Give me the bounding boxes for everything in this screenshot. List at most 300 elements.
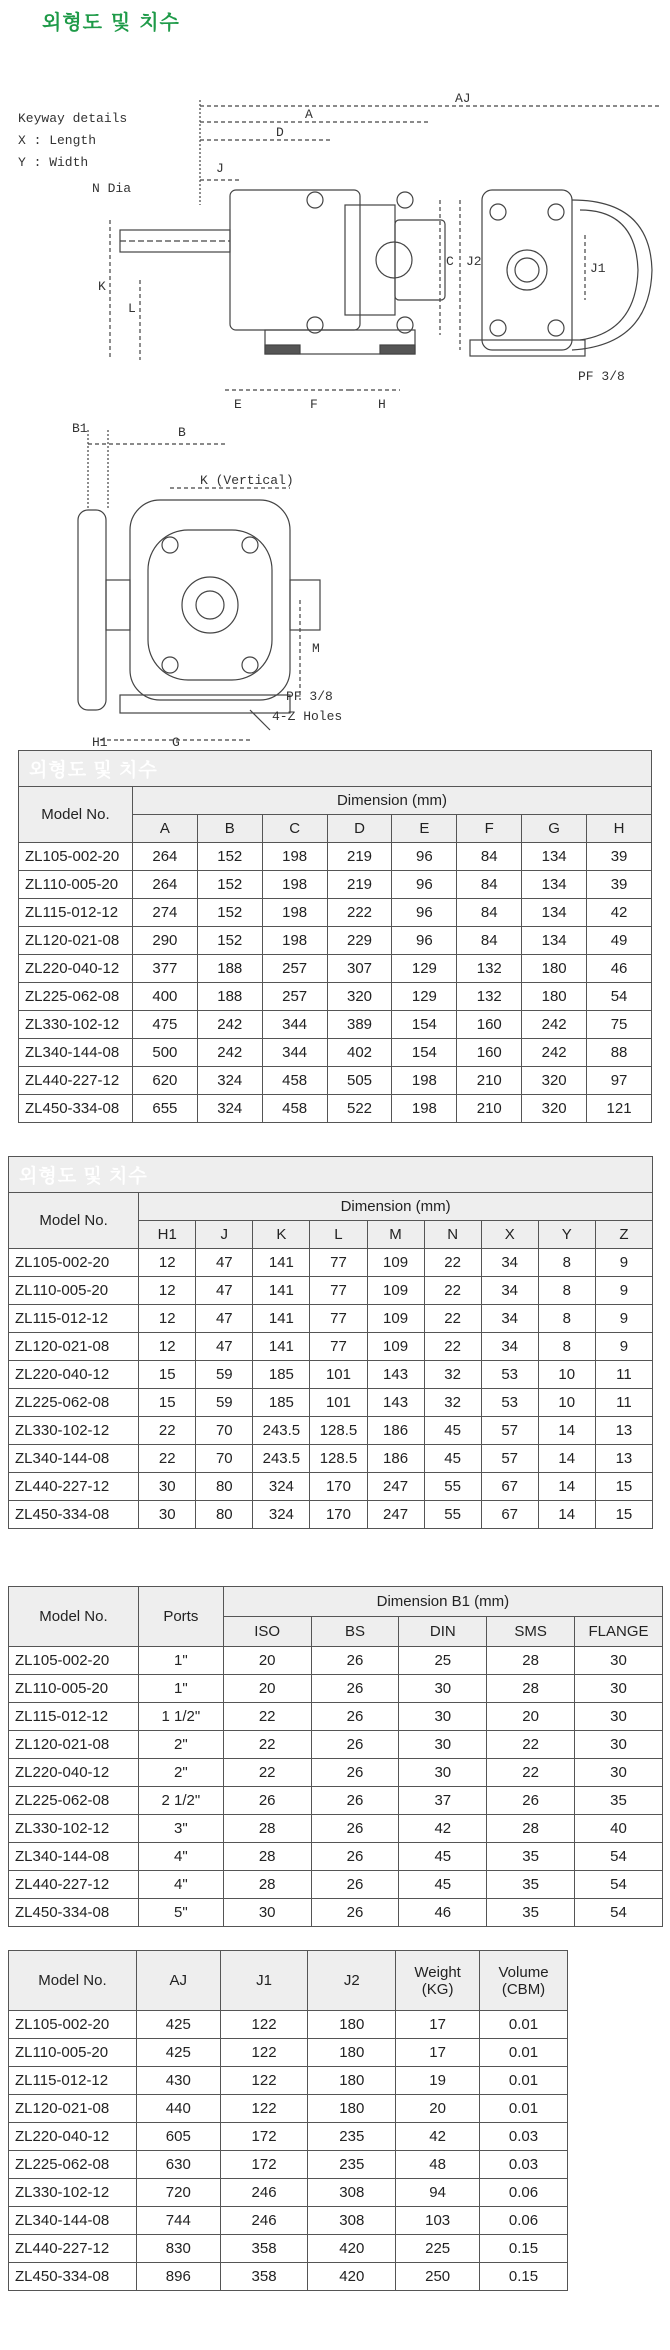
value-cell: 20 (487, 1703, 575, 1731)
value-cell: 180 (522, 955, 587, 983)
value-cell: 109 (367, 1305, 424, 1333)
value-cell: 247 (367, 1473, 424, 1501)
value-cell: 46 (587, 955, 652, 983)
value-cell: 30 (575, 1647, 663, 1675)
model-cell: ZL340-144-08 (9, 1445, 139, 1473)
front-view-labels (72, 421, 342, 724)
table-row (9, 1361, 653, 1389)
value-cell: 14 (538, 1501, 595, 1529)
model-cell: ZL120-021-08 (9, 1333, 139, 1361)
value-cell: 744 (136, 2207, 220, 2235)
value-cell: 109 (367, 1277, 424, 1305)
value-cell: 8 (538, 1277, 595, 1305)
value-cell: 30 (139, 1501, 196, 1529)
table1-col-header: C (262, 815, 327, 843)
value-cell: 210 (457, 1095, 522, 1123)
value-cell: 30 (399, 1731, 487, 1759)
value-cell: 324 (197, 1067, 262, 1095)
value-cell: 402 (327, 1039, 392, 1067)
label-j2: J2 (466, 254, 482, 269)
value-cell: 54 (575, 1843, 663, 1871)
value-cell: 45 (424, 1417, 481, 1445)
value-cell: 8 (538, 1249, 595, 1277)
value-cell: 8 (538, 1333, 595, 1361)
value-cell: 247 (367, 1501, 424, 1529)
value-cell: 264 (132, 871, 197, 899)
value-cell: 0.01 (480, 2039, 568, 2067)
value-cell: 22 (139, 1417, 196, 1445)
value-cell: 30 (575, 1731, 663, 1759)
table-row (9, 2123, 568, 2151)
value-cell: 264 (132, 843, 197, 871)
value-cell: 152 (197, 871, 262, 899)
value-cell: 134 (522, 843, 587, 871)
model-cell: ZL340-144-08 (9, 2207, 137, 2235)
value-cell: 28 (223, 1871, 311, 1899)
value-cell: 377 (132, 955, 197, 983)
value-cell: 28 (223, 1815, 311, 1843)
table-row (9, 1417, 653, 1445)
value-cell: 26 (487, 1787, 575, 1815)
table-row (9, 1501, 653, 1529)
value-cell: 9 (595, 1305, 652, 1333)
value-cell: 324 (253, 1473, 310, 1501)
value-cell: 12 (139, 1249, 196, 1277)
label-k-vertical: K (Vertical) (200, 473, 294, 488)
value-cell: 26 (223, 1787, 311, 1815)
value-cell: 219 (327, 871, 392, 899)
ports-cell: 4" (138, 1843, 223, 1871)
value-cell: 122 (220, 2095, 308, 2123)
value-cell: 358 (220, 2235, 308, 2263)
value-cell: 0.06 (480, 2207, 568, 2235)
value-cell: 26 (311, 1787, 399, 1815)
value-cell: 77 (310, 1249, 367, 1277)
value-cell: 242 (197, 1011, 262, 1039)
value-cell: 307 (327, 955, 392, 983)
label-e: E (234, 397, 242, 412)
table-row (9, 1277, 653, 1305)
model-cell: ZL220-040-12 (19, 955, 133, 983)
value-cell: 185 (253, 1389, 310, 1417)
value-cell: 57 (481, 1445, 538, 1473)
value-cell: 39 (587, 871, 652, 899)
table1-col-header: B (197, 815, 262, 843)
value-cell: 54 (587, 983, 652, 1011)
value-cell: 48 (396, 2151, 480, 2179)
value-cell: 97 (587, 1067, 652, 1095)
value-cell: 28 (487, 1647, 575, 1675)
value-cell: 320 (327, 983, 392, 1011)
ports-cell: 2" (138, 1731, 223, 1759)
value-cell: 152 (197, 843, 262, 871)
value-cell: 229 (327, 927, 392, 955)
value-cell: 830 (136, 2235, 220, 2263)
table2-col-header: Y (538, 1221, 595, 1249)
model-cell: ZL225-062-08 (9, 1389, 139, 1417)
label-b1: B1 (72, 421, 88, 436)
value-cell: 246 (220, 2207, 308, 2235)
value-cell: 96 (392, 899, 457, 927)
value-cell: 320 (522, 1095, 587, 1123)
value-cell: 235 (308, 2123, 396, 2151)
value-cell: 14 (538, 1445, 595, 1473)
value-cell: 11 (595, 1361, 652, 1389)
value-cell: 121 (587, 1095, 652, 1123)
table-row (9, 2179, 568, 2207)
table-row (9, 2207, 568, 2235)
value-cell: 425 (136, 2039, 220, 2067)
value-cell: 308 (308, 2207, 396, 2235)
value-cell: 32 (424, 1361, 481, 1389)
value-cell: 8 (538, 1305, 595, 1333)
value-cell: 40 (575, 1815, 663, 1843)
table-row (9, 2151, 568, 2179)
table-dimensions-b1 (8, 1586, 663, 1927)
value-cell: 30 (139, 1473, 196, 1501)
table-row (19, 955, 652, 983)
value-cell: 49 (587, 927, 652, 955)
label-l: L (128, 301, 136, 316)
table-dimensions-1 (18, 750, 652, 1123)
ports-cell: 1" (138, 1675, 223, 1703)
value-cell: 9 (595, 1277, 652, 1305)
value-cell: 154 (392, 1011, 457, 1039)
value-cell: 420 (308, 2235, 396, 2263)
value-cell: 17 (396, 2039, 480, 2067)
model-cell: ZL110-005-20 (19, 871, 133, 899)
model-cell: ZL340-144-08 (19, 1039, 133, 1067)
table-row (9, 1787, 663, 1815)
value-cell: 180 (308, 2067, 396, 2095)
value-cell: 420 (308, 2263, 396, 2291)
ports-cell: 5" (138, 1899, 223, 1927)
table2-col-header: N (424, 1221, 481, 1249)
value-cell: 425 (136, 2011, 220, 2039)
value-cell: 34 (481, 1333, 538, 1361)
table2-col-header: J (196, 1221, 253, 1249)
value-cell: 20 (396, 2095, 480, 2123)
value-cell: 54 (575, 1871, 663, 1899)
value-cell: 0.15 (480, 2263, 568, 2291)
value-cell: 274 (132, 899, 197, 927)
value-cell: 101 (310, 1389, 367, 1417)
label-b: B (178, 425, 186, 440)
table2-col-header: Z (595, 1221, 652, 1249)
value-cell: 186 (367, 1417, 424, 1445)
value-cell: 358 (220, 2263, 308, 2291)
model-cell: ZL220-040-12 (9, 1361, 139, 1389)
value-cell: 620 (132, 1067, 197, 1095)
table1-col-header: E (392, 815, 457, 843)
value-cell: 12 (139, 1277, 196, 1305)
model-cell: ZL440-227-12 (9, 1871, 139, 1899)
value-cell: 242 (197, 1039, 262, 1067)
model-cell: ZL450-334-08 (19, 1095, 133, 1123)
value-cell: 26 (311, 1703, 399, 1731)
value-cell: 22 (424, 1249, 481, 1277)
value-cell: 896 (136, 2263, 220, 2291)
ports-cell: 3" (138, 1815, 223, 1843)
table-row (9, 2067, 568, 2095)
value-cell: 522 (327, 1095, 392, 1123)
table-row (9, 1703, 663, 1731)
value-cell: 13 (595, 1445, 652, 1473)
value-cell: 34 (481, 1277, 538, 1305)
value-cell: 180 (308, 2095, 396, 2123)
table-row (9, 2095, 568, 2123)
value-cell: 17 (396, 2011, 480, 2039)
value-cell: 143 (367, 1389, 424, 1417)
value-cell: 47 (196, 1305, 253, 1333)
value-cell: 101 (310, 1361, 367, 1389)
value-cell: 45 (399, 1843, 487, 1871)
value-cell: 22 (424, 1333, 481, 1361)
value-cell: 324 (253, 1501, 310, 1529)
model-cell: ZL115-012-12 (19, 899, 133, 927)
value-cell: 59 (196, 1389, 253, 1417)
value-cell: 186 (367, 1445, 424, 1473)
value-cell: 39 (587, 843, 652, 871)
value-cell: 109 (367, 1333, 424, 1361)
model-cell: ZL330-102-12 (19, 1011, 133, 1039)
model-cell: ZL330-102-12 (9, 1417, 139, 1445)
value-cell: 0.03 (480, 2123, 568, 2151)
value-cell: 198 (262, 927, 327, 955)
value-cell: 160 (457, 1039, 522, 1067)
value-cell: 219 (327, 843, 392, 871)
value-cell: 141 (253, 1333, 310, 1361)
value-cell: 35 (487, 1899, 575, 1927)
label-pf-top: PF 3/8 (578, 369, 625, 384)
table-row (19, 1095, 652, 1123)
value-cell: 225 (396, 2235, 480, 2263)
keyway-title: Keyway details (18, 111, 128, 126)
table2-col-header: K (253, 1221, 310, 1249)
pump-drawings (0, 40, 670, 750)
table3-col-header: FLANGE (575, 1617, 663, 1647)
table3-col-header: DIN (399, 1617, 487, 1647)
table-row (9, 1759, 663, 1787)
table-row (19, 899, 652, 927)
value-cell: 344 (262, 1039, 327, 1067)
value-cell: 9 (595, 1333, 652, 1361)
model-cell: ZL340-144-08 (9, 1843, 139, 1871)
table2-col-header: H1 (139, 1221, 196, 1249)
value-cell: 154 (392, 1039, 457, 1067)
value-cell: 210 (457, 1067, 522, 1095)
table-row (9, 1389, 653, 1417)
table4-col-header: Volume (CBM) (480, 1951, 568, 2011)
value-cell: 84 (457, 843, 522, 871)
value-cell: 55 (424, 1473, 481, 1501)
value-cell: 160 (457, 1011, 522, 1039)
value-cell: 30 (399, 1703, 487, 1731)
table-row (9, 2235, 568, 2263)
table-row (19, 871, 652, 899)
value-cell: 77 (310, 1305, 367, 1333)
table-row (19, 1067, 652, 1095)
label-m: M (312, 641, 320, 656)
value-cell: 45 (399, 1871, 487, 1899)
value-cell: 198 (262, 871, 327, 899)
model-cell: ZL110-005-20 (9, 1277, 139, 1305)
model-cell: ZL440-227-12 (9, 2235, 137, 2263)
value-cell: 42 (399, 1815, 487, 1843)
value-cell: 28 (487, 1815, 575, 1843)
value-cell: 141 (253, 1277, 310, 1305)
table-weight-volume (8, 1950, 568, 2291)
table-row (9, 1731, 663, 1759)
model-cell: ZL115-012-12 (9, 1703, 139, 1731)
value-cell: 122 (220, 2039, 308, 2067)
model-cell: ZL330-102-12 (9, 2179, 137, 2207)
table1-col-header: A (132, 815, 197, 843)
value-cell: 26 (311, 1899, 399, 1927)
table3-col-header: ISO (223, 1617, 311, 1647)
value-cell: 84 (457, 927, 522, 955)
value-cell: 630 (136, 2151, 220, 2179)
value-cell: 222 (327, 899, 392, 927)
value-cell: 308 (308, 2179, 396, 2207)
ports-cell: 2 1/2" (138, 1787, 223, 1815)
value-cell: 11 (595, 1389, 652, 1417)
table3-ports-header: Ports (138, 1587, 223, 1647)
value-cell: 96 (392, 843, 457, 871)
value-cell: 26 (311, 1759, 399, 1787)
value-cell: 172 (220, 2123, 308, 2151)
model-cell: ZL105-002-20 (9, 1647, 139, 1675)
label-aj: AJ (455, 91, 471, 106)
value-cell: 9 (595, 1249, 652, 1277)
table-row (9, 1815, 663, 1843)
value-cell: 141 (253, 1249, 310, 1277)
value-cell: 75 (587, 1011, 652, 1039)
table2-col-header: X (481, 1221, 538, 1249)
model-cell: ZL440-227-12 (9, 1473, 139, 1501)
page-title: 외형도 및 치수 (42, 10, 180, 34)
model-cell: ZL120-021-08 (9, 2095, 137, 2123)
value-cell: 0.03 (480, 2151, 568, 2179)
value-cell: 198 (262, 843, 327, 871)
ports-cell: 1" (138, 1647, 223, 1675)
value-cell: 54 (575, 1899, 663, 1927)
model-cell: ZL120-021-08 (9, 1731, 139, 1759)
value-cell: 26 (311, 1675, 399, 1703)
value-cell: 26 (311, 1815, 399, 1843)
value-cell: 15 (595, 1501, 652, 1529)
table-row (9, 2263, 568, 2291)
value-cell: 250 (396, 2263, 480, 2291)
model-cell: ZL105-002-20 (9, 1249, 139, 1277)
label-h1: H1 (92, 735, 108, 750)
value-cell: 22 (223, 1703, 311, 1731)
table1-col-header: F (457, 815, 522, 843)
table3-col-header: SMS (487, 1617, 575, 1647)
table-dimensions-2 (8, 1156, 653, 1529)
table-row (9, 1843, 663, 1871)
label-h: H (378, 397, 386, 412)
value-cell: 134 (522, 899, 587, 927)
value-cell: 134 (522, 871, 587, 899)
value-cell: 320 (522, 1067, 587, 1095)
value-cell: 170 (310, 1501, 367, 1529)
value-cell: 243.5 (253, 1417, 310, 1445)
table2-col-header: M (367, 1221, 424, 1249)
value-cell: 70 (196, 1417, 253, 1445)
value-cell: 141 (253, 1305, 310, 1333)
value-cell: 96 (392, 871, 457, 899)
value-cell: 143 (367, 1361, 424, 1389)
table4-col-header: Weight (KG) (396, 1951, 480, 2011)
value-cell: 32 (424, 1389, 481, 1417)
table1-model-header: Model No. (19, 787, 133, 843)
table-row (19, 1011, 652, 1039)
model-cell: ZL450-334-08 (9, 1501, 139, 1529)
table1-dim-header: Dimension (mm) (132, 787, 651, 815)
model-cell: ZL110-005-20 (9, 1675, 139, 1703)
value-cell: 12 (139, 1333, 196, 1361)
value-cell: 430 (136, 2067, 220, 2095)
value-cell: 47 (196, 1333, 253, 1361)
table-row (9, 2039, 568, 2067)
keyway-details (18, 111, 127, 170)
value-cell: 35 (575, 1787, 663, 1815)
model-cell: ZL110-005-20 (9, 2039, 137, 2067)
value-cell: 185 (253, 1361, 310, 1389)
value-cell: 22 (424, 1305, 481, 1333)
model-cell: ZL225-062-08 (9, 2151, 137, 2179)
table-row (9, 2011, 568, 2039)
value-cell: 15 (595, 1473, 652, 1501)
value-cell: 77 (310, 1333, 367, 1361)
value-cell: 22 (223, 1731, 311, 1759)
value-cell: 180 (308, 2011, 396, 2039)
value-cell: 152 (197, 927, 262, 955)
table-row (19, 983, 652, 1011)
value-cell: 12 (139, 1305, 196, 1333)
value-cell: 0.06 (480, 2179, 568, 2207)
table3-col-header: BS (311, 1617, 399, 1647)
model-cell: ZL440-227-12 (19, 1067, 133, 1095)
value-cell: 80 (196, 1501, 253, 1529)
value-cell: 235 (308, 2151, 396, 2179)
value-cell: 344 (262, 1011, 327, 1039)
value-cell: 26 (311, 1871, 399, 1899)
model-cell: ZL220-040-12 (9, 2123, 137, 2151)
label-g: G (172, 735, 180, 750)
value-cell: 180 (308, 2039, 396, 2067)
value-cell: 22 (139, 1445, 196, 1473)
value-cell: 22 (223, 1759, 311, 1787)
model-cell: ZL450-334-08 (9, 2263, 137, 2291)
front-view-labels-2 (92, 735, 180, 750)
table-row (9, 1333, 653, 1361)
value-cell: 505 (327, 1067, 392, 1095)
table-row (19, 1039, 652, 1067)
table-row (9, 1899, 663, 1927)
value-cell: 290 (132, 927, 197, 955)
label-pf-bottom: PF 3/8 (286, 689, 333, 704)
model-cell: ZL120-021-08 (19, 927, 133, 955)
table4-col-header: AJ (136, 1951, 220, 2011)
table1-col-header: G (522, 815, 587, 843)
model-cell: ZL220-040-12 (9, 1759, 139, 1787)
label-c: C (446, 254, 454, 269)
value-cell: 70 (196, 1445, 253, 1473)
table1-title: 외형도 및 치수 (19, 751, 652, 787)
value-cell: 84 (457, 899, 522, 927)
